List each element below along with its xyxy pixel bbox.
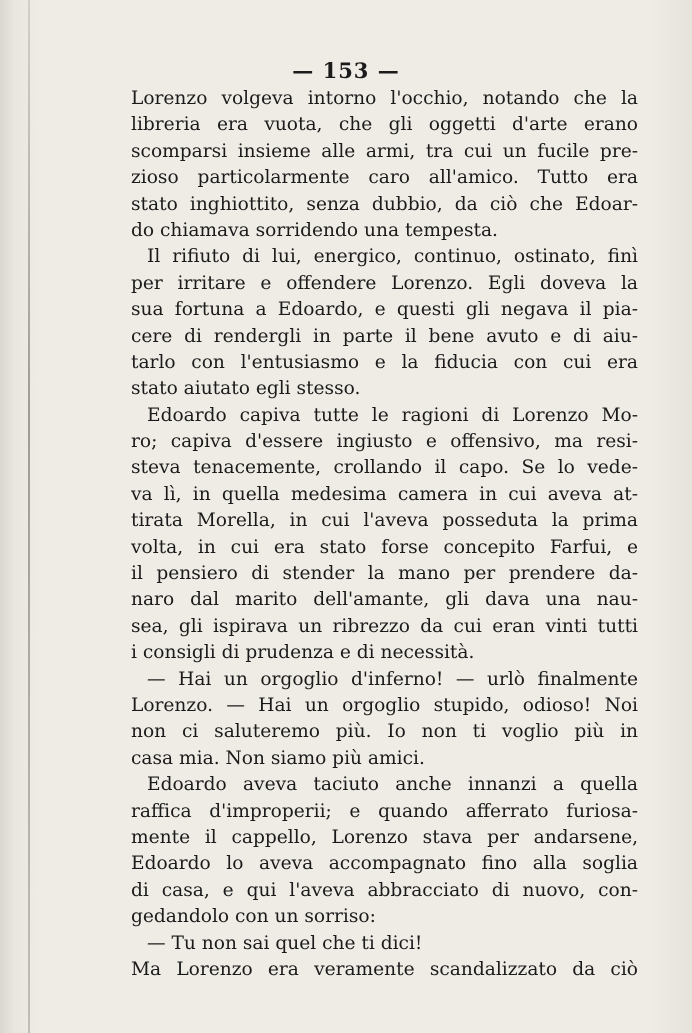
text-line: sua fortuna a Edoardo, e questi gli negava il pia- [131, 299, 638, 321]
text-line: zioso particolarmente caro all'amico. Tutto era [131, 167, 638, 189]
text-line: Ma Lorenzo era veramente scandalizzato da ciò [131, 958, 638, 980]
text-line: tirata Morella, in cui l'aveva posseduta la prima [131, 510, 638, 532]
text-line: scomparsi insieme alle armi, tra cui un fucile pre- [131, 140, 638, 162]
page-number: — 153 — [292, 58, 400, 83]
text-line: il pensiero di stender la mano per prendere da- [131, 563, 638, 585]
text-line: Il rifiuto di lui, energico, continuo, ostinato, finì [147, 246, 638, 268]
text-line: Lorenzo. — Hai un orgoglio stupido, odioso! Noi [131, 694, 638, 716]
text-line: di casa, e qui l'aveva abbracciato di nuovo, con- [131, 879, 638, 901]
text-line: i consigli di prudenza e di necessità. [131, 642, 475, 664]
text-line: casa mia. Non siamo più amici. [131, 747, 425, 769]
text-line: Edoardo aveva taciuto anche innanzi a quella [147, 774, 638, 796]
text-line: Edoardo lo aveva accompagnato fino alla soglia [131, 853, 638, 875]
text-line: Lorenzo volgeva intorno l'occhio, notando che la [131, 88, 638, 109]
text-line: per irritare e offendere Lorenzo. Egli doveva la [131, 272, 638, 294]
text-line: sea, gli ispirava un ribrezzo da cui eran vinti tutti [131, 615, 638, 637]
text-line: stato aiutato egli stesso. [131, 378, 361, 400]
text-line: tarlo con l'entusiasmo e la fiducia con cui era [131, 351, 638, 373]
text-line: do chiamava sorridendo una tempesta. [131, 219, 498, 241]
text-line: volta, in cui era stato forse concepito Farfui, e [131, 536, 638, 558]
text-line: steva tenacemente, crollando il capo. Se lo vede- [131, 457, 638, 479]
text-line: mente il cappello, Lorenzo stava per andarsene, [131, 826, 638, 848]
body-text [131, 86, 638, 983]
text-line: — Hai un orgoglio d'inferno! — urlò finalmente [147, 668, 638, 690]
text-line: stato inghiottito, senza dubbio, da ciò che Edoar- [131, 193, 638, 215]
text-line: naro dal marito dell'amante, gli dava una nau- [131, 589, 638, 611]
text-line: cere di rendergli in parte il bene avuto e di aiu- [131, 325, 638, 347]
text-line: raffica d'improperii; e quando afferrato furiosa- [131, 800, 638, 822]
text-line: non ci saluteremo più. Io non ti voglio più in [131, 721, 638, 743]
text-line: ro; capiva d'essere ingiusto e offensivo, ma resi- [131, 431, 638, 453]
text-line: va lì, in quella medesima camera in cui aveva at- [131, 483, 638, 505]
text-line: libreria era vuota, che gli oggetti d'arte erano [131, 114, 638, 136]
binding-edge [28, 0, 30, 1033]
text-line: Edoardo capiva tutte le ragioni di Lorenzo Mo- [147, 404, 638, 426]
text-line: gedandolo con un sorriso: [131, 906, 376, 928]
text-line: — Tu non sai quel che ti dici! [147, 932, 423, 954]
